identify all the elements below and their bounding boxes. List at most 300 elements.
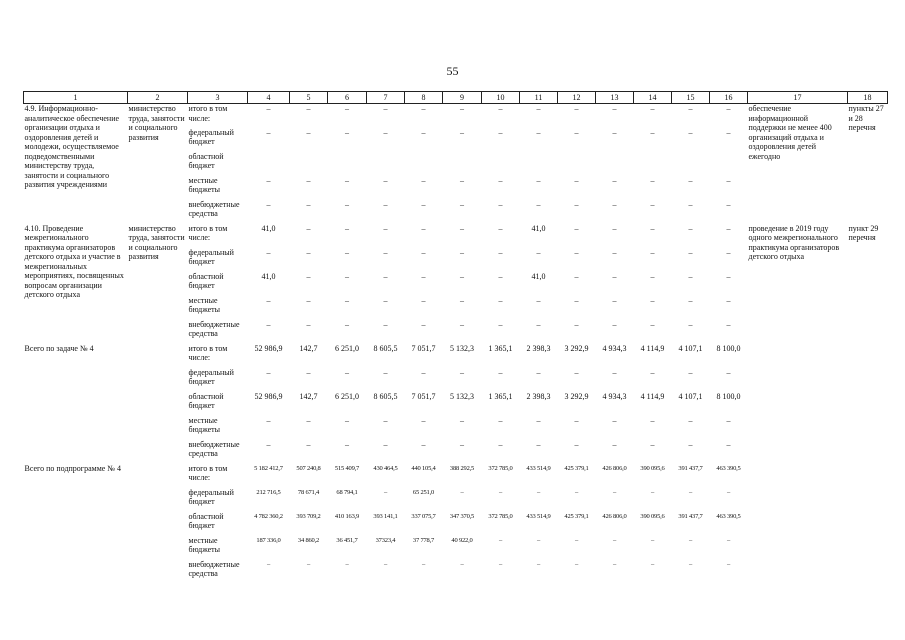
activity-name: 4.10. Проведение межрегионального практикума организаторов детского отдыха и участие в межрегиональных мероприятиях, посвященных вопросам организации детского отдыха <box>24 223 124 299</box>
amount-cell: – <box>266 560 271 568</box>
amount-cell: – <box>574 175 579 185</box>
amount-cell: 391 437,7 <box>678 512 703 520</box>
amount-cell: – <box>460 415 464 425</box>
amount-cell: – <box>726 199 731 209</box>
amount-cell: 142,7 <box>299 391 318 401</box>
amount-cell: – <box>726 439 731 449</box>
amount-cell: 426 806,0 <box>602 512 627 520</box>
amount-cell: – <box>306 560 311 568</box>
amount-cell: – <box>306 247 311 257</box>
amount-cell: – <box>650 439 655 449</box>
amount-cell: – <box>726 175 731 185</box>
column-number-header: 8 <box>405 92 443 104</box>
amount-cell: – <box>612 560 617 568</box>
amount-cell: 41,0 <box>261 271 276 281</box>
funding-source: итого в том числе: <box>188 463 228 482</box>
amount-cell: 2 398,3 <box>526 391 551 401</box>
amount-cell: – <box>383 175 388 185</box>
amount-cell: 4 934,3 <box>602 391 627 401</box>
amount-cell: – <box>383 199 388 209</box>
amount-cell: – <box>726 271 731 281</box>
list-reference <box>848 344 888 464</box>
amount-cell: 430 464,5 <box>373 464 398 472</box>
amount-cell: – <box>345 271 349 281</box>
amount-cell: – <box>266 319 271 329</box>
amount-cell: – <box>650 536 655 544</box>
amount-cell: 5 132,3 <box>450 343 474 353</box>
column-number-header: 2 <box>128 92 188 104</box>
amount-cell: – <box>460 271 464 281</box>
amount-cell: – <box>498 439 503 449</box>
amount-cell: – <box>383 247 388 257</box>
amount-cell: – <box>306 104 311 113</box>
column-number-header: 3 <box>188 92 248 104</box>
amount-cell: – <box>574 271 579 281</box>
amount-cell: – <box>650 175 655 185</box>
amount-cell: 4 114,9 <box>640 391 665 401</box>
amount-cell: – <box>574 415 579 425</box>
amount-cell: – <box>306 223 311 233</box>
amount-cell: – <box>306 175 311 185</box>
amount-cell: 40 922,0 <box>451 536 473 544</box>
amount-cell <box>290 152 328 176</box>
amount-cell: – <box>383 415 388 425</box>
amount-cell: – <box>574 127 579 137</box>
amount-cell: – <box>345 127 349 137</box>
column-number-header: 10 <box>482 92 520 104</box>
amount-cell: – <box>688 199 693 209</box>
amount-cell: – <box>421 104 426 113</box>
amount-cell: – <box>650 271 655 281</box>
amount-cell: – <box>536 199 541 209</box>
amount-cell: – <box>612 488 617 496</box>
amount-cell: – <box>650 104 655 113</box>
amount-cell: – <box>421 439 426 449</box>
amount-cell: – <box>498 271 503 281</box>
amount-cell: – <box>574 488 579 496</box>
amount-cell: – <box>574 560 579 568</box>
amount-cell: 2 398,3 <box>526 343 551 353</box>
amount-cell: – <box>498 367 503 377</box>
amount-cell <box>482 152 520 176</box>
funding-source: местные бюджеты <box>188 415 221 434</box>
amount-cell: – <box>306 199 311 209</box>
amount-cell: 52 986,9 <box>254 343 283 353</box>
amount-cell: – <box>650 488 655 496</box>
amount-cell: – <box>306 439 311 449</box>
amount-cell: – <box>460 104 464 113</box>
amount-cell: 37323,4 <box>375 536 396 544</box>
amount-cell: 391 437,7 <box>678 464 703 472</box>
amount-cell: – <box>383 271 388 281</box>
amount-cell: – <box>421 127 426 137</box>
amount-cell: – <box>574 295 579 305</box>
amount-cell: – <box>460 367 464 377</box>
amount-cell: – <box>726 247 731 257</box>
amount-cell: – <box>612 175 617 185</box>
amount-cell <box>520 152 558 176</box>
amount-cell: 34 860,2 <box>297 536 320 544</box>
column-number-header: 18 <box>848 92 888 104</box>
amount-cell: – <box>345 295 349 305</box>
amount-cell: – <box>306 295 311 305</box>
amount-cell: – <box>421 295 426 305</box>
amount-cell: – <box>498 127 503 137</box>
funding-source: федеральный бюджет <box>188 247 234 266</box>
amount-cell: – <box>574 104 579 113</box>
amount-cell: 6 251,0 <box>335 343 359 353</box>
amount-cell: – <box>574 439 579 449</box>
list-reference <box>848 464 888 584</box>
amount-cell: 8 605,5 <box>373 343 398 353</box>
funding-source: внебюджетные средства <box>188 559 240 578</box>
amount-cell: – <box>536 536 541 544</box>
amount-cell: – <box>383 104 388 113</box>
amount-cell: – <box>306 127 311 137</box>
amount-cell: 372 785,0 <box>488 512 513 520</box>
amount-cell: – <box>574 199 579 209</box>
amount-cell: – <box>574 247 579 257</box>
amount-cell: – <box>498 415 503 425</box>
amount-cell: 5 132,3 <box>450 391 474 401</box>
amount-cell <box>405 152 443 176</box>
amount-cell: 463 390,5 <box>716 464 741 472</box>
column-number-header: 1 <box>24 92 128 104</box>
amount-cell: 5 182 412,7 <box>254 464 283 472</box>
amount-cell: – <box>460 560 464 568</box>
amount-cell: – <box>498 488 503 496</box>
amount-cell: 390 095,6 <box>640 512 665 520</box>
amount-cell: 6 251,0 <box>335 391 359 401</box>
amount-cell <box>443 152 482 176</box>
amount-cell: – <box>536 175 541 185</box>
amount-cell: – <box>421 271 426 281</box>
amount-cell: – <box>536 127 541 137</box>
column-number-header: 15 <box>672 92 710 104</box>
executor <box>128 344 188 464</box>
amount-cell: – <box>498 295 503 305</box>
amount-cell: – <box>536 319 541 329</box>
amount-cell: – <box>536 439 541 449</box>
amount-cell: – <box>460 295 464 305</box>
amount-cell: – <box>266 439 271 449</box>
amount-cell: – <box>574 536 579 544</box>
expected-result: обеспечение информационной поддержки не менее 400 организаций отдыха и оздоровления детей ежегодно <box>748 104 832 161</box>
amount-cell: – <box>345 439 349 449</box>
amount-cell: – <box>688 439 693 449</box>
amount-cell: – <box>612 295 617 305</box>
funding-source: внебюджетные средства <box>188 319 240 338</box>
amount-cell: 393 709,2 <box>296 512 321 520</box>
amount-cell: – <box>460 223 464 233</box>
amount-cell: 337 075,7 <box>411 512 436 520</box>
amount-cell: – <box>612 271 617 281</box>
amount-cell: – <box>612 367 617 377</box>
amount-cell: 463 390,5 <box>716 512 741 520</box>
amount-cell: – <box>498 247 503 257</box>
amount-cell: – <box>383 127 388 137</box>
amount-cell: – <box>612 439 617 449</box>
amount-cell <box>634 152 672 176</box>
amount-cell: – <box>612 199 617 209</box>
amount-cell: – <box>650 223 655 233</box>
amount-cell: – <box>688 295 693 305</box>
amount-cell: – <box>498 560 503 568</box>
amount-cell: – <box>421 175 426 185</box>
amount-cell: – <box>383 295 388 305</box>
amount-cell: – <box>306 319 311 329</box>
amount-cell: 507 240,8 <box>296 464 321 472</box>
amount-cell: – <box>688 415 693 425</box>
amount-cell: – <box>421 223 426 233</box>
amount-cell: – <box>650 319 655 329</box>
amount-cell: – <box>688 127 693 137</box>
amount-cell: 1 365,1 <box>488 343 513 353</box>
amount-cell: 4 782 360,2 <box>254 512 283 520</box>
amount-cell: – <box>574 223 579 233</box>
column-number-header: 9 <box>443 92 482 104</box>
amount-cell: 4 107,1 <box>678 391 703 401</box>
amount-cell: – <box>383 488 388 496</box>
amount-cell: – <box>726 319 731 329</box>
column-number-header: 7 <box>367 92 405 104</box>
amount-cell: 8 100,0 <box>716 343 741 353</box>
funding-source: местные бюджеты <box>188 295 221 314</box>
funding-source: внебюджетные средства <box>188 439 240 458</box>
amount-cell: 515 409,7 <box>334 464 360 472</box>
amount-cell: – <box>536 415 541 425</box>
amount-cell: – <box>650 560 655 568</box>
column-number-header: 4 <box>248 92 290 104</box>
amount-cell: – <box>460 439 464 449</box>
amount-cell: – <box>536 295 541 305</box>
table-row <box>24 464 888 488</box>
amount-cell: 440 105,4 <box>411 464 436 472</box>
amount-cell: 390 095,6 <box>640 464 665 472</box>
funding-source: местные бюджеты <box>188 535 221 554</box>
column-number-row <box>24 92 888 104</box>
column-number-header: 14 <box>634 92 672 104</box>
amount-cell: – <box>460 199 464 209</box>
page-number: 55 <box>446 64 459 78</box>
activity-name: Всего по задаче № 4 <box>24 343 94 353</box>
amount-cell: – <box>421 415 426 425</box>
amount-cell <box>710 152 748 176</box>
amount-cell: – <box>612 223 617 233</box>
amount-cell: – <box>266 127 271 137</box>
amount-cell <box>367 152 405 176</box>
amount-cell: – <box>345 175 349 185</box>
amount-cell: 433 514,9 <box>526 464 551 472</box>
amount-cell: – <box>383 560 388 568</box>
amount-cell <box>596 152 634 176</box>
amount-cell: – <box>345 560 349 568</box>
amount-cell: – <box>266 175 271 185</box>
column-number-header: 13 <box>596 92 634 104</box>
funding-source: федеральный бюджет <box>188 367 234 386</box>
column-number-header: 11 <box>520 92 558 104</box>
amount-cell: – <box>688 104 693 113</box>
amount-cell: – <box>345 247 349 257</box>
amount-cell: 41,0 <box>531 271 546 281</box>
amount-cell: – <box>266 295 271 305</box>
budget-table-container <box>23 91 885 584</box>
amount-cell: 433 514,9 <box>526 512 551 520</box>
amount-cell: – <box>726 127 731 137</box>
amount-cell: – <box>498 223 503 233</box>
amount-cell: – <box>345 319 349 329</box>
expected-result: проведение в 2019 году одного межрегионального практикума организаторов детского отдыха <box>748 223 840 261</box>
table-body <box>24 104 888 584</box>
amount-cell: – <box>688 488 693 496</box>
amount-cell: – <box>650 199 655 209</box>
amount-cell: 7 051,7 <box>411 391 436 401</box>
amount-cell: – <box>612 104 617 113</box>
amount-cell: – <box>688 560 693 568</box>
column-number-header: 6 <box>328 92 367 104</box>
column-number-header: 5 <box>290 92 328 104</box>
amount-cell: – <box>498 104 503 113</box>
amount-cell: – <box>688 223 693 233</box>
amount-cell: – <box>726 560 731 568</box>
funding-source: областной бюджет <box>188 511 224 530</box>
amount-cell: – <box>688 367 693 377</box>
funding-source: областной бюджет <box>188 391 224 410</box>
amount-cell: 425 379,1 <box>564 464 589 472</box>
amount-cell: – <box>460 175 464 185</box>
amount-cell: 4 114,9 <box>640 343 665 353</box>
amount-cell: – <box>266 104 271 113</box>
amount-cell: – <box>421 247 426 257</box>
amount-cell: – <box>650 367 655 377</box>
amount-cell: 187 336,0 <box>256 536 281 544</box>
amount-cell: – <box>688 536 693 544</box>
amount-cell: – <box>612 247 617 257</box>
funding-source: итого в том числе: <box>188 104 228 123</box>
amount-cell: 372 785,0 <box>488 464 513 472</box>
amount-cell: – <box>306 271 311 281</box>
amount-cell: – <box>536 104 541 113</box>
amount-cell: – <box>536 560 541 568</box>
amount-cell: – <box>536 488 541 496</box>
amount-cell: – <box>266 415 271 425</box>
list-reference: пункт 29 перечня <box>848 223 879 242</box>
amount-cell: – <box>650 127 655 137</box>
amount-cell: – <box>421 367 426 377</box>
amount-cell: – <box>306 415 311 425</box>
amount-cell <box>558 152 596 176</box>
table-row <box>24 344 888 368</box>
amount-cell: – <box>345 415 349 425</box>
amount-cell: – <box>383 439 388 449</box>
amount-cell: – <box>266 247 271 257</box>
amount-cell: – <box>345 199 349 209</box>
column-number-header: 16 <box>710 92 748 104</box>
amount-cell: 78 671,4 <box>297 488 320 496</box>
expected-result <box>748 464 848 584</box>
table-row <box>24 224 888 248</box>
amount-cell <box>248 152 290 176</box>
amount-cell: – <box>498 199 503 209</box>
activity-name: Всего по подпрограмме № 4 <box>24 463 121 473</box>
amount-cell: 52 986,9 <box>254 391 283 401</box>
amount-cell: – <box>345 223 349 233</box>
amount-cell: 212 716,5 <box>256 488 281 496</box>
amount-cell: 7 051,7 <box>411 343 436 353</box>
executor: министерство труда, занятости и социального развития <box>128 104 185 142</box>
amount-cell: – <box>421 199 426 209</box>
amount-cell: – <box>345 367 349 377</box>
amount-cell: – <box>460 247 464 257</box>
funding-source: внебюджетные средства <box>188 199 240 218</box>
amount-cell: 393 141,1 <box>373 512 398 520</box>
amount-cell: 4 934,3 <box>602 343 627 353</box>
amount-cell: 37 778,7 <box>412 536 435 544</box>
amount-cell: 65 251,0 <box>412 488 435 496</box>
amount-cell: – <box>688 247 693 257</box>
column-number-header: 12 <box>558 92 596 104</box>
amount-cell: – <box>612 319 617 329</box>
amount-cell: – <box>574 367 579 377</box>
funding-source: областной бюджет <box>188 151 224 170</box>
amount-cell: 142,7 <box>299 343 318 353</box>
amount-cell: – <box>421 560 426 568</box>
amount-cell: – <box>688 319 693 329</box>
amount-cell: – <box>498 536 503 544</box>
amount-cell: – <box>726 415 731 425</box>
amount-cell: 425 379,1 <box>564 512 589 520</box>
amount-cell: 1 365,1 <box>488 391 513 401</box>
amount-cell: 3 292,9 <box>564 391 589 401</box>
funding-source: федеральный бюджет <box>188 127 234 146</box>
executor: министерство труда, занятости и социального развития <box>128 223 185 261</box>
amount-cell: – <box>650 415 655 425</box>
amount-cell: – <box>498 319 503 329</box>
amount-cell: 388 292,5 <box>449 464 475 472</box>
amount-cell: – <box>306 367 311 377</box>
amount-cell: 3 292,9 <box>564 343 589 353</box>
amount-cell: 8 100,0 <box>716 391 741 401</box>
amount-cell: – <box>574 319 579 329</box>
list-reference: пункты 27 и 28 перечня <box>848 104 884 132</box>
amount-cell: 347 370,5 <box>449 512 475 520</box>
funding-source: итого в том числе: <box>188 343 228 362</box>
amount-cell: – <box>726 536 731 544</box>
amount-cell: – <box>726 367 731 377</box>
budget-table <box>23 91 888 584</box>
amount-cell <box>672 152 710 176</box>
amount-cell: – <box>650 247 655 257</box>
amount-cell: 4 107,1 <box>678 343 703 353</box>
amount-cell <box>328 152 367 176</box>
amount-cell: 8 605,5 <box>373 391 398 401</box>
amount-cell: – <box>266 199 271 209</box>
funding-source: местные бюджеты <box>188 175 221 194</box>
expected-result <box>748 344 848 464</box>
amount-cell: 68 794,1 <box>336 488 358 496</box>
amount-cell: – <box>612 415 617 425</box>
amount-cell: – <box>498 175 503 185</box>
amount-cell: 426 806,0 <box>602 464 627 472</box>
funding-source: областной бюджет <box>188 271 224 290</box>
amount-cell: – <box>726 223 731 233</box>
amount-cell: 410 163,9 <box>334 512 360 520</box>
amount-cell: – <box>650 295 655 305</box>
amount-cell: – <box>383 319 388 329</box>
amount-cell: – <box>345 104 349 113</box>
amount-cell: – <box>383 367 388 377</box>
amount-cell: – <box>383 223 388 233</box>
